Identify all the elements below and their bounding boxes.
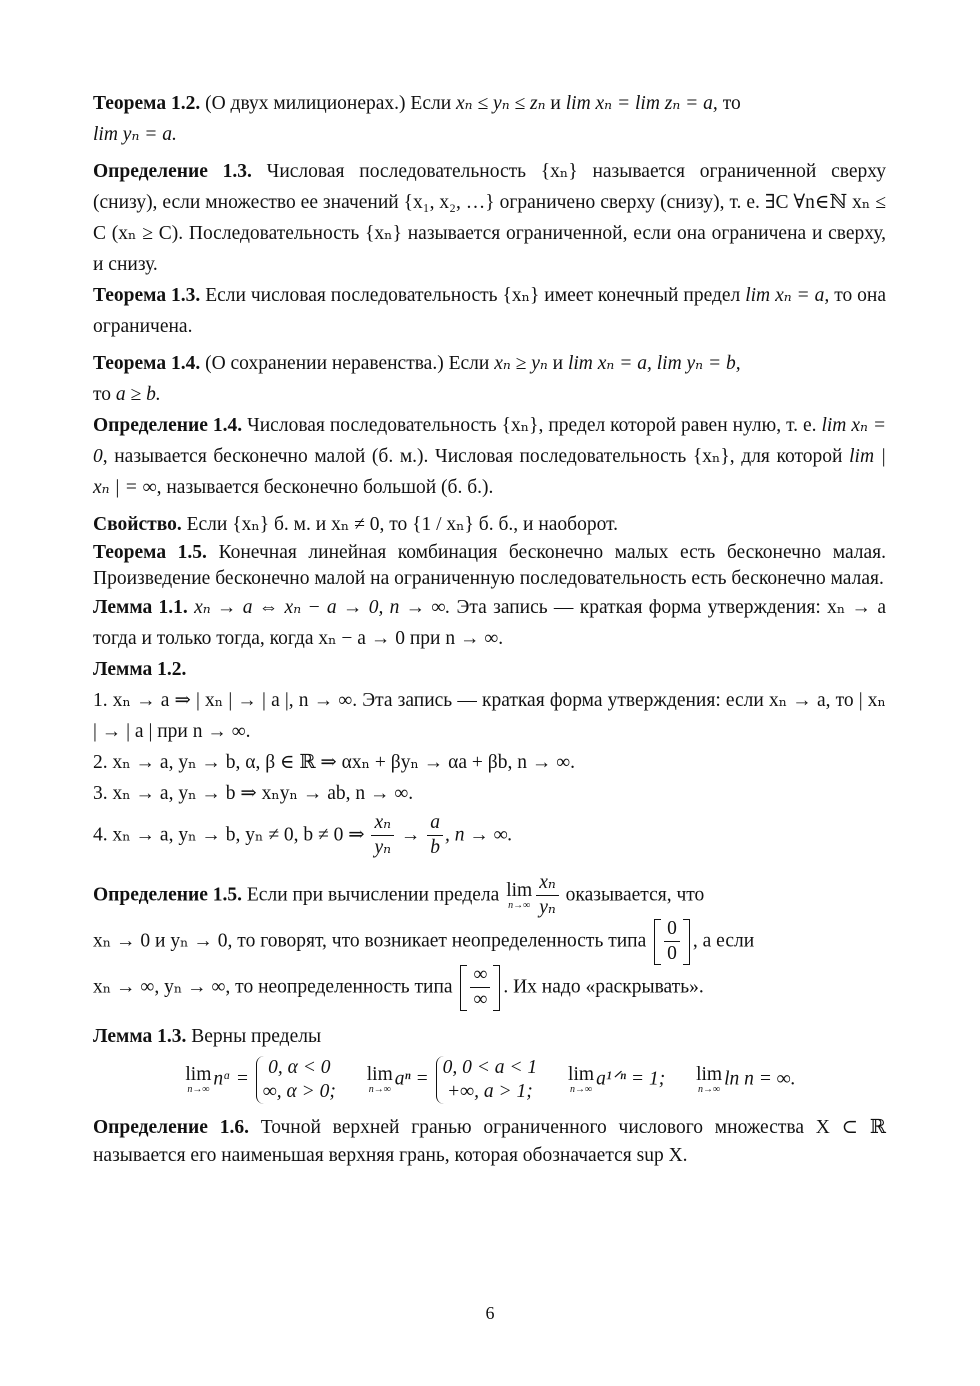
definition-1-4: [93, 410, 886, 503]
case-row: 0, α < 0: [268, 1056, 331, 1078]
theorem-text: Если числовая последовательность {xₙ} имеет конечный предел: [205, 285, 741, 306]
definition-text: , называется бесконечно большой (б. б.).: [156, 477, 494, 498]
theorem-text: то: [93, 384, 112, 405]
theorem-text: Конечная линейная комбинация бесконечно малых есть бесконечно малая. Произведение бесконечно малой на ограниченную последовательность есть бесконечно малая.: [93, 542, 887, 589]
formula: lim | xₙ | = ∞: [93, 446, 887, 498]
definition-text: xₙ → ∞, yₙ → ∞, то неопределенность типа: [93, 976, 453, 998]
fraction: [536, 873, 559, 919]
theorem-1-3: [93, 280, 886, 342]
fraction-numerator: xₙ: [536, 873, 559, 896]
theorem-1-4: [93, 348, 886, 410]
limit-a-n: [365, 1056, 537, 1104]
cases: [256, 1056, 336, 1104]
case-row: ∞, α > 0;: [262, 1080, 336, 1102]
formula: xₙ ≤ yₙ ≤ zₙ: [456, 93, 546, 114]
limit-n-alpha: [183, 1056, 336, 1104]
fraction-denominator: b: [430, 837, 441, 859]
lemma-item: [93, 813, 886, 859]
lemma-1-2: [93, 654, 886, 859]
limit-subscript: n→∞: [508, 900, 531, 912]
page-number: 6: [485, 1303, 495, 1323]
formula: aⁿ =: [394, 1068, 429, 1090]
formula: ln n = ∞.: [724, 1068, 796, 1090]
definition-1-3: [93, 156, 886, 280]
formula: a ≥ b.: [115, 384, 161, 405]
lemma-text: Эта запись — краткая форма утверждения: xₙ → a тогда и только тогда, когда xₙ − a → 0 при n → ∞.: [93, 597, 886, 649]
limit-word: lim: [696, 1063, 723, 1085]
theorem-label: Теорема 1.5.: [93, 542, 207, 563]
fraction-denominator: yₙ: [374, 837, 392, 859]
lemma-1-1: [93, 592, 886, 654]
lemma-item: 2. xₙ → a, yₙ → b, α, β ∈ ℝ ⇒ αxₙ + βyₙ → αa + βb, n → ∞.: [93, 752, 575, 773]
fraction: [427, 813, 443, 859]
definition-text: xₙ → 0 и yₙ → 0, то говорят, что возникает неопределенность типа: [93, 930, 647, 952]
limit-word: lim: [506, 879, 533, 901]
definition-text: оказывается, что: [565, 884, 705, 906]
definition-label: Определение 1.4.: [93, 415, 243, 436]
cases: [436, 1056, 538, 1104]
limit-ln: [694, 1065, 796, 1096]
definition-text: Числовая последовательность {xₙ}, предел которой равен нулю, т. е.: [247, 415, 817, 436]
lemma-1-3: [93, 1021, 886, 1052]
case-row: +∞, a > 1;: [447, 1080, 533, 1102]
lemma-item: 1. xₙ → a ⇒ | xₙ | → | a |, n → ∞. Эта запись — краткая форма утверждения: если xₙ → a, то | xₙ | → | a | при n → ∞.: [93, 690, 886, 742]
theorem-text: то: [722, 93, 741, 114]
formula: lim xₙ = a,: [745, 285, 830, 306]
limit-word: lim: [185, 1063, 212, 1085]
property-text: Если {xₙ} б. м. и xₙ ≠ 0, то {1 / xₙ} б. б., и наоборот.: [186, 514, 619, 535]
lemma-label: Лемма 1.2.: [93, 659, 187, 680]
theorem-text: (О двух милиционерах.) Если: [205, 93, 452, 114]
lemma-label: Лемма 1.3.: [93, 1025, 187, 1047]
limit-subscript: n→∞: [569, 1084, 593, 1095]
fraction-numerator: 0: [664, 919, 680, 942]
theorem-text: и: [552, 353, 564, 374]
definition-text: . Их надо «раскрывать».: [503, 976, 704, 998]
formula: xₙ ≥ yₙ: [494, 353, 548, 374]
property-label: Свойство.: [93, 514, 182, 535]
case-row: 0, 0 < a < 1: [442, 1056, 538, 1078]
indeterminate-zero-zero: [654, 919, 690, 965]
definition-text: Точной верхней гранью ограниченного числового множества X ⊂ ℝ называется его наименьшая верхняя грань, которая обозначается sup X.: [93, 1116, 887, 1166]
fraction-denominator: yₙ: [539, 897, 556, 919]
property: [93, 509, 886, 540]
theorem-label: Теорема 1.3.: [93, 285, 201, 306]
definition-label: Определение 1.5.: [93, 884, 243, 906]
formula: nᵅ =: [213, 1068, 249, 1090]
limit: [506, 881, 532, 912]
fraction: [470, 965, 490, 1011]
content: [93, 88, 886, 1170]
limit-subscript: n→∞: [368, 1084, 391, 1095]
definition-text: , называется бесконечно малой (б. м.). Числовая последовательность {xₙ}, для которой: [102, 446, 843, 467]
formula: xₙ → a ⇔ xₙ − a → 0, n → ∞.: [194, 597, 451, 618]
definition-1-5: [93, 873, 886, 1011]
lemma-text: 4. xₙ → a, yₙ → b, yₙ ≠ 0, b ≠ 0 ⇒: [93, 824, 365, 846]
definition-label: Определение 1.3.: [93, 161, 252, 182]
theorem-text: и: [550, 93, 561, 114]
indeterminate-inf-inf: [460, 965, 500, 1011]
limit-subscript: n→∞: [187, 1084, 210, 1095]
lemma-item: 3. xₙ → a, yₙ → b ⇒ xₙyₙ → ab, n → ∞.: [93, 783, 414, 804]
theorem-text: то она ограничена.: [93, 285, 887, 337]
limits-row: [93, 1056, 886, 1104]
limit-word: lim: [568, 1063, 595, 1085]
fraction-numerator: xₙ: [371, 813, 394, 836]
formula: lim yₙ = b,: [656, 353, 741, 374]
theorem-label: Теорема 1.4.: [93, 353, 201, 374]
lemma-text: Верны пределы: [191, 1025, 322, 1047]
formula: , n → ∞.: [445, 824, 513, 846]
definition-text: Числовая последовательность {xₙ} называется ограниченной сверху (снизу), если множество ее значений {x₁, x₂, …} ограничено сверху (снизу), т. е. ∃C ∀n∈ℕ xₙ ≤ C (xₙ ≥ C). Последовательность {xₙ} называется ограниченной, если она ограничена и сверху, и снизу.: [93, 161, 886, 275]
lemma-label: Лемма 1.1.: [93, 597, 188, 618]
definition-1-6: [93, 1114, 886, 1170]
fraction-denominator: 0: [667, 943, 677, 965]
definition-text: Если при вычислении предела: [246, 884, 500, 906]
fraction: [664, 919, 680, 965]
theorem-text: (О сохранении неравенства.) Если: [205, 353, 490, 374]
limit-subscript: n→∞: [698, 1084, 721, 1095]
fraction: [371, 813, 394, 859]
formula: lim xₙ = lim zₙ = a,: [565, 93, 718, 114]
formula: lim xₙ = a,: [567, 353, 652, 374]
fraction-denominator: ∞: [473, 989, 488, 1011]
formula: a¹ᐟⁿ = 1;: [596, 1068, 666, 1090]
formula: lim xₙ = 0: [93, 415, 887, 467]
definition-label: Определение 1.6.: [93, 1116, 249, 1138]
fraction-numerator: a: [427, 813, 443, 836]
definition-text: , а если: [692, 930, 755, 952]
limit-word: lim: [366, 1063, 393, 1085]
limit-root: [566, 1065, 665, 1096]
arrow: →: [400, 824, 421, 846]
theorem-1-2: [93, 88, 886, 150]
fraction-numerator: ∞: [470, 965, 490, 988]
theorem-1-5: [93, 540, 886, 592]
formula: lim yₙ = a.: [93, 124, 177, 145]
theorem-label: Теорема 1.2.: [93, 93, 201, 114]
